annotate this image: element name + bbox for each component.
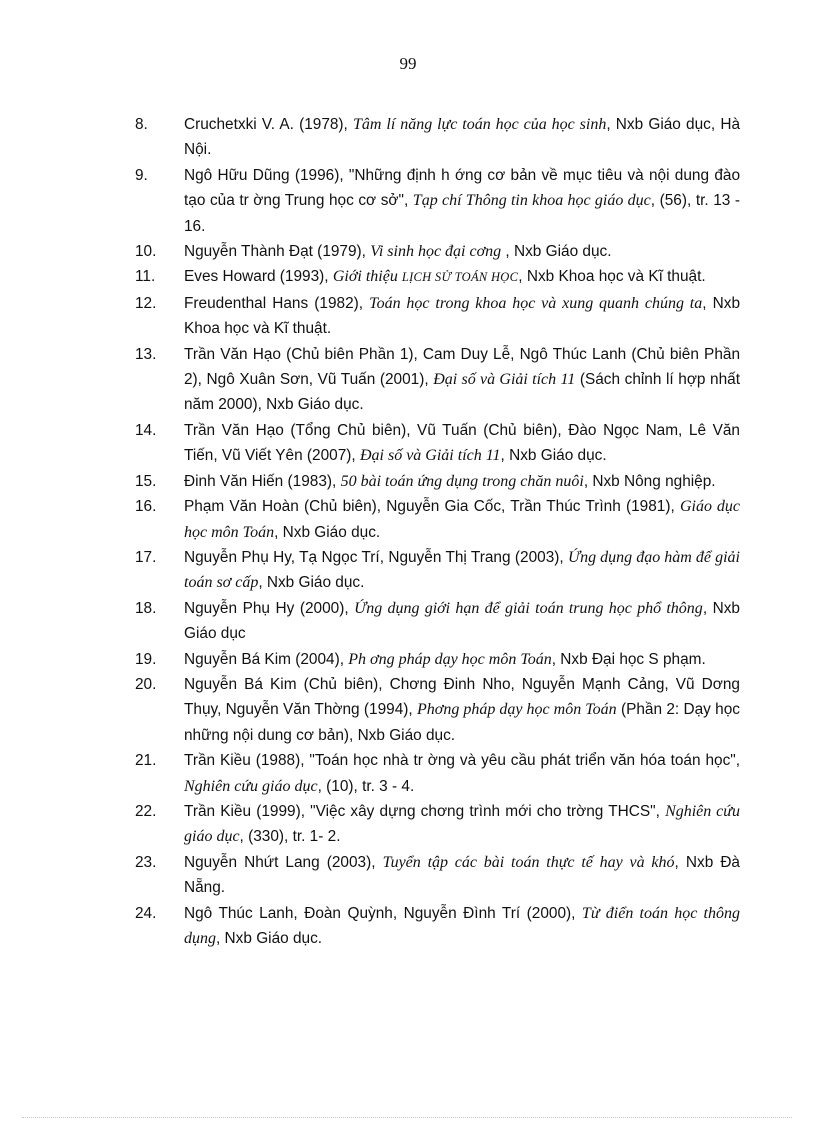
reference-text: Trần Kiều (1988), "Toán học nhà tr ờng và yêu cầu phát triển văn hóa toán học", <box>184 752 740 770</box>
reference-item <box>135 596 740 647</box>
reference-text: , Nxb Giáo dục. <box>501 243 612 261</box>
reference-title-text: Ứng dụng giới hạn để giải toán trung học phổ thông <box>354 599 703 617</box>
reference-title-text: Vi sinh học đại c <box>370 243 477 261</box>
reference-text: , (56), tr. 13 - 16. <box>184 192 741 235</box>
reference-text: , Nxb Đà Nẵng. <box>184 853 740 897</box>
reference-item <box>135 264 740 290</box>
reference-list <box>135 112 740 951</box>
reference-number: 10. <box>135 243 157 261</box>
reference-number: 15. <box>135 472 157 490</box>
reference-title-text: Tuyển tập các bài toán thực tế hay và khó <box>382 853 675 871</box>
reference-number: 12. <box>135 294 157 312</box>
reference-title-text: Giới thiệu <box>332 268 402 286</box>
reference-text: Nguyễn Bá Kim (2004), <box>184 650 349 668</box>
reference-text: Nguyễn Bá Kim (Chủ biên), Chơng Đinh Nho, Nguyễn Mạnh Cảng, Vũ Dơng Thụy, Nguyễn Văn Thờng (1994), <box>184 675 740 719</box>
reference-number: 17. <box>135 548 157 566</box>
reference-item <box>135 112 740 163</box>
reference-number: 21. <box>135 752 157 770</box>
reference-text: Ngô Hữu Dũng (1996), "Những định h ớng cơ bản về mục tiêu và nội dung đào tạo của tr ờng Trung học cơ sở", <box>184 166 740 210</box>
reference-text: Nguyễn Phụ Hy (2000), <box>184 599 355 617</box>
reference-number: 16. <box>135 498 157 516</box>
reference-text: , Nxb Nông nghiệp. <box>583 472 716 490</box>
reference-title-text: Ph ơng pháp dạy học môn Toán <box>348 650 552 668</box>
reference-title-text: Tâm lí năng lực toán học của học sinh <box>353 116 607 133</box>
reference-text: , Nxb Giáo dục. <box>500 447 607 465</box>
reference-text: , (10), tr. 3 - 4. <box>317 777 415 795</box>
reference-text: , Nxb Giáo dục. <box>216 930 323 947</box>
reference-title-text: Đại số và Giải tích 11 <box>359 447 501 465</box>
reference-text: , Nxb Khoa học và Kĩ thuật. <box>518 268 706 286</box>
reference-text: Trần Kiều (1999), "Việc xây dựng chơng trình mới cho trờng THCS", <box>184 802 666 820</box>
reference-title-text: Nghiên cứu giáo dục <box>184 777 318 795</box>
reference-text: Đinh Văn Hiến (1983), <box>184 472 341 490</box>
reference-text: Phạm Văn Hoàn (Chủ biên), Nguyễn Gia Cốc, Trần Thúc Trình (1981), <box>184 498 680 516</box>
reference-title-text: Tạp chí Thông tin khoa học giáo dục <box>412 192 651 210</box>
reference-text: , Nxb Khoa học và Kĩ thuật. <box>184 294 741 338</box>
reference-item <box>135 239 740 264</box>
reference-number: 19. <box>135 650 157 668</box>
reference-number: 18. <box>135 599 157 617</box>
reference-text: Nguyễn Nhứt Lang (2003), <box>184 853 383 871</box>
reference-text: , (330), tr. 1- 2. <box>239 828 341 846</box>
reference-text: Nguyễn Phụ Hy, Tạ Ngọc Trí, Nguyễn Thị Trang (2003), <box>184 548 569 566</box>
reference-title-text: 50 bài toán ứng dụng trong chăn nuôi <box>340 472 584 490</box>
reference-item <box>135 494 740 545</box>
reference-text: (Phần 2: Dạy học những nội dung cơ bản), Nxb Giáo dục. <box>184 701 740 744</box>
reference-text: Eves Howard (1993), <box>184 268 333 286</box>
page-bottom-rule <box>22 1117 792 1118</box>
reference-text: , Nxb Giáo dục <box>184 599 740 643</box>
reference-item <box>135 342 740 418</box>
reference-number: 20. <box>135 675 157 693</box>
reference-number: 11. <box>135 268 156 286</box>
reference-text: , Nxb Giáo dục, Hà Nội. <box>184 116 741 159</box>
reference-item <box>135 418 740 469</box>
reference-text: Cruchetxki V. A. (1978), <box>184 116 354 133</box>
reference-title-text: Toán học trong khoa học và xung quanh chúng ta <box>369 294 703 312</box>
reference-number: 13. <box>135 345 157 363</box>
reference-title-text: ơng <box>476 243 502 261</box>
reference-number: 14. <box>135 421 157 439</box>
reference-item <box>135 647 740 672</box>
reference-text: Trần Văn Hạo (Chủ biên Phần 1), Cam Duy Lễ, Ngô Thúc Lanh (Chủ biên Phần 2), Ngô Xuân Sơn, Vũ Tuấn (2001), <box>184 345 740 389</box>
reference-title-text: LỊCH SỬ TOÁN HỌC <box>401 270 519 285</box>
reference-number: 24. <box>135 904 157 922</box>
reference-text: Freudenthal Hans (1982), <box>184 294 370 312</box>
reference-item <box>135 163 740 239</box>
reference-item <box>135 850 740 901</box>
reference-number: 22. <box>135 802 157 820</box>
reference-text: , Nxb Giáo dục. <box>258 574 365 592</box>
reference-text: Nguyễn Thành Đạt (1979), <box>184 243 371 261</box>
reference-text: Ngô Thúc Lanh, Đoàn Quỳnh, Nguyễn Đình Trí (2000), <box>184 904 582 922</box>
reference-item <box>135 291 740 342</box>
reference-text: , Nxb Đại học S phạm. <box>551 650 706 668</box>
reference-item <box>135 672 740 748</box>
reference-title-text: Giáo dục học môn Toán <box>184 498 740 541</box>
reference-number: 23. <box>135 853 157 871</box>
reference-title-text: Phơng pháp dạy học môn Toán <box>417 701 617 719</box>
reference-text: Trần Văn Hạo (Tổng Chủ biên), Vũ Tuấn (Chủ biên), Đào Ngọc Nam, Lê Văn Tiến, Vũ Viết Yên (2007), <box>184 421 740 465</box>
reference-text: , Nxb Giáo dục. <box>274 523 381 541</box>
reference-title-text: Từ điển toán học thông dụng <box>184 904 740 947</box>
reference-item <box>135 469 740 494</box>
reference-title-text: Ứng dụng đạo hàm để giải toán sơ cấp <box>184 548 741 592</box>
reference-item <box>135 901 740 952</box>
reference-title-text: Đại số và Giải tích 11 <box>433 371 576 389</box>
reference-title-text: Nghiên cứu giáo dục <box>184 802 740 846</box>
reference-text: (Sách chỉnh lí hợp nhất năm 2000), Nxb Giáo dục. <box>184 371 740 414</box>
reference-number: 9. <box>135 166 148 184</box>
reference-item <box>135 799 740 850</box>
reference-item <box>135 545 740 596</box>
reference-item <box>135 748 740 799</box>
page-number: 99 <box>399 54 417 73</box>
reference-number: 8. <box>135 116 148 133</box>
